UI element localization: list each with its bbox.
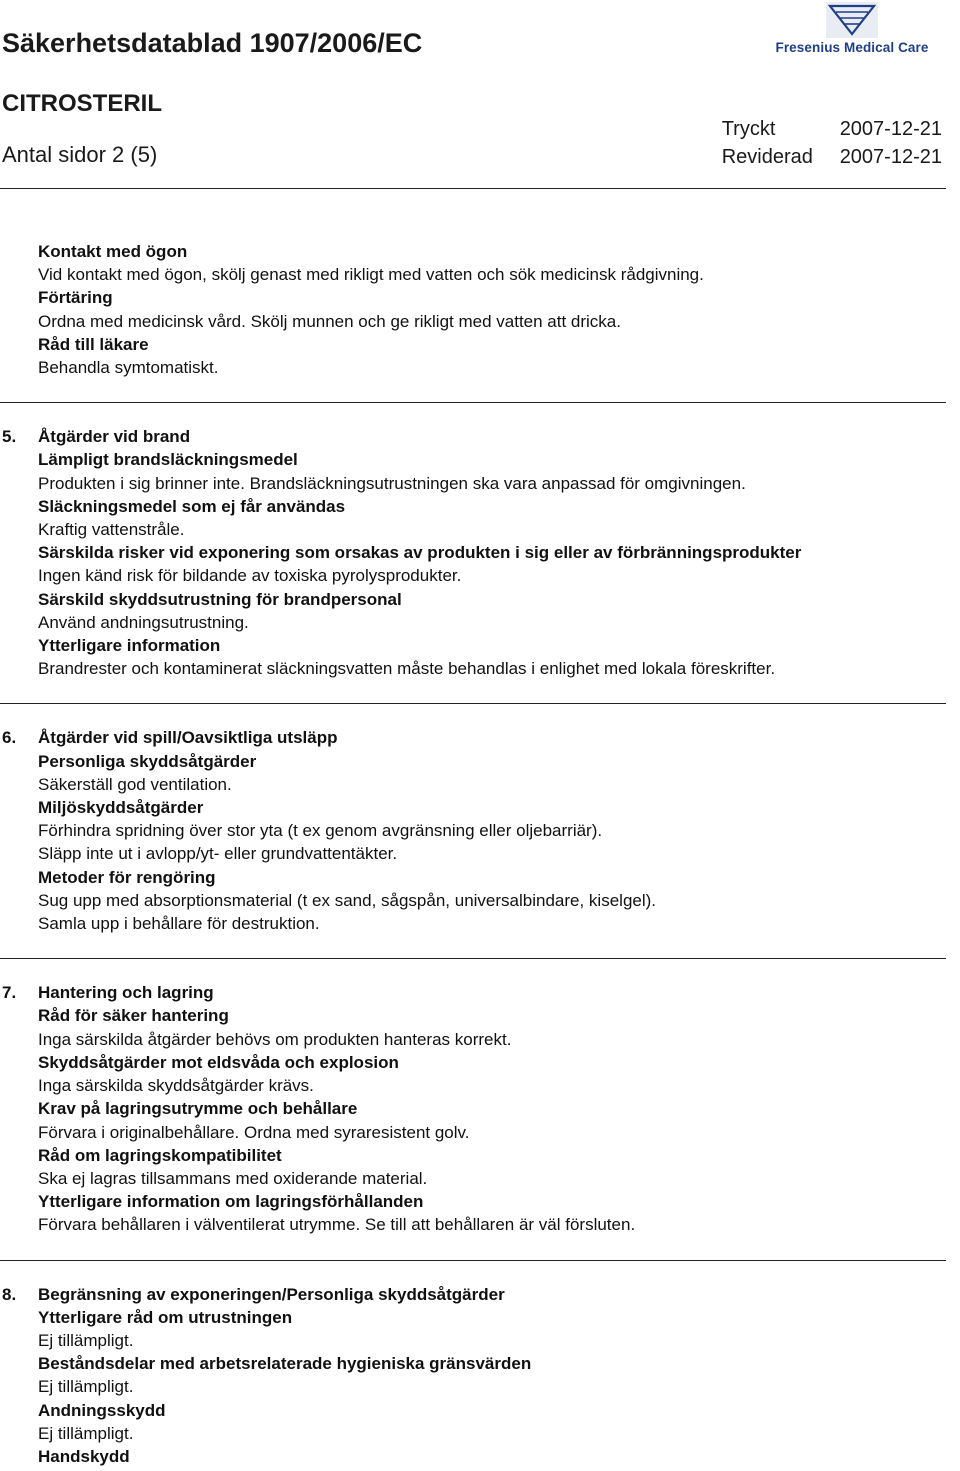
subheading: Ytterligare information om lagringsförhållanden [38, 1192, 424, 1212]
body-text: Sug upp med absorptionsmaterial (t ex sand, sågspån, universalbindare, kiselgel). [38, 890, 657, 910]
subheading: Särskilda risker vid exponering som orsakas av produkten i sig eller av förbränningsprodukter [38, 543, 802, 563]
body-text: Ej tillämpligt. [38, 1377, 134, 1397]
revised-row [722, 146, 942, 169]
body-text: Ingen känd risk för bildande av toxiska pyrolysprodukter. [38, 566, 462, 586]
subheading: Särskild skyddsutrustning för brandpersonal [38, 589, 402, 609]
section-title: Åtgärder vid spill/Oavsiktliga utsläpp [38, 728, 338, 748]
body-text: Brandrester och kontaminerat släckningsvatten måste behandlas i enlighet med lokala föreskrifter. [38, 659, 776, 679]
section-5 [0, 425, 960, 680]
section-title: Hantering och lagring [38, 983, 214, 1003]
body-text: Ska ej lagras tillsammans med oxiderande material. [38, 1168, 428, 1188]
document-body [0, 240, 960, 1468]
body-text: Kraftig vattenstråle. [38, 520, 185, 540]
body-text: Samla upp i behållare för destruktion. [38, 914, 320, 934]
document-title: Säkerhetsdatablad 1907/2006/EC [2, 28, 423, 58]
fresenius-logo-icon [826, 2, 878, 38]
section-heading [0, 981, 960, 1004]
body-text: Inga särskilda skyddsåtgärder krävs. [38, 1076, 314, 1096]
subheading: Krav på lagringsutrymme och behållare [38, 1099, 358, 1119]
section-heading [0, 726, 960, 749]
subheading: Beståndsdelar med arbetsrelaterade hygieniska gränsvärden [38, 1354, 532, 1374]
printed-date: 2007-12-21 [839, 118, 942, 140]
section-divider [0, 1260, 946, 1261]
section-divider [0, 958, 946, 959]
subheading: Miljöskyddsåtgärder [38, 798, 204, 818]
body-text: Förvara i originalbehållare. Ordna med syraresistent golv. [38, 1122, 470, 1142]
section-number: 5. [2, 427, 17, 447]
subheading: Handskydd [38, 1446, 130, 1466]
subheading: Personliga skyddsåtgärder [38, 751, 257, 771]
subheading: Metoder för rengöring [38, 867, 216, 887]
revised-date: 2007-12-21 [839, 146, 942, 168]
company-logo-text: Fresenius Medical Care [775, 40, 929, 55]
body-text: Släpp inte ut i avlopp/yt- eller grundvattentäkter. [38, 844, 398, 864]
product-name: CITROSTERIL [2, 90, 162, 117]
revised-label: Reviderad [721, 146, 813, 168]
section-number: 7. [2, 983, 17, 1003]
body-text: Vid kontakt med ögon, skölj genast med rikligt med vatten och sök medicinsk rådgivning. [38, 265, 704, 285]
section-8 [0, 1283, 960, 1469]
body-text: Ej tillämpligt. [38, 1330, 134, 1350]
body-text: Behandla symtomatiskt. [38, 358, 219, 378]
body-text: Använd andningsutrustning. [38, 612, 249, 632]
section-number: 6. [2, 728, 17, 748]
body-text: Inga särskilda åtgärder behövs om produkten hanteras korrekt. [38, 1029, 512, 1049]
body-text: Ordna med medicinsk vård. Skölj munnen och ge rikligt med vatten att dricka. [38, 311, 621, 331]
body-text: Förvara behållaren i välventilerat utrymme. Se till att behållaren är väl försluten. [38, 1215, 636, 1235]
subheading: Råd om lagringskompatibilitet [38, 1145, 282, 1165]
printed-label: Tryckt [721, 118, 776, 140]
subheading: Råd till läkare [38, 334, 149, 354]
subheading: Skyddsåtgärder mot eldsvåda och explosion [38, 1052, 399, 1072]
subheading: Förtäring [38, 288, 113, 308]
subheading: Släckningsmedel som ej får användas [38, 496, 346, 516]
section-6 [0, 726, 960, 935]
subheading: Lämpligt brandsläckningsmedel [38, 450, 298, 470]
section-divider [0, 703, 946, 704]
company-logo [760, 2, 944, 62]
section-number: 8. [2, 1284, 17, 1304]
subheading: Andningsskydd [38, 1400, 166, 1420]
body-text: Produkten i sig brinner inte. Brandsläckningsutrustningen ska vara anpassad för omgivningen. [38, 473, 746, 493]
section-4-continued [0, 240, 960, 379]
section-7 [0, 981, 960, 1236]
header-divider [0, 188, 946, 189]
body-text: Säkerställ god ventilation. [38, 774, 232, 794]
body-text: Ej tillämpligt. [38, 1423, 134, 1443]
page-count: Antal sidor 2 (5) [2, 142, 158, 167]
section-divider [0, 402, 946, 403]
subheading: Råd för säker hantering [38, 1006, 229, 1026]
body-text: Förhindra spridning över stor yta (t ex genom avgränsning eller oljebarriär). [38, 821, 603, 841]
subheading: Ytterligare råd om utrustningen [38, 1307, 293, 1327]
subheading: Kontakt med ögon [38, 242, 188, 261]
section-heading [0, 425, 960, 448]
section-heading [0, 1283, 960, 1306]
section-title: Begränsning av exponeringen/Personliga skyddsåtgärder [38, 1284, 505, 1304]
section-title: Åtgärder vid brand [38, 427, 191, 447]
printed-row [722, 118, 942, 141]
subheading: Ytterligare information [38, 636, 221, 656]
